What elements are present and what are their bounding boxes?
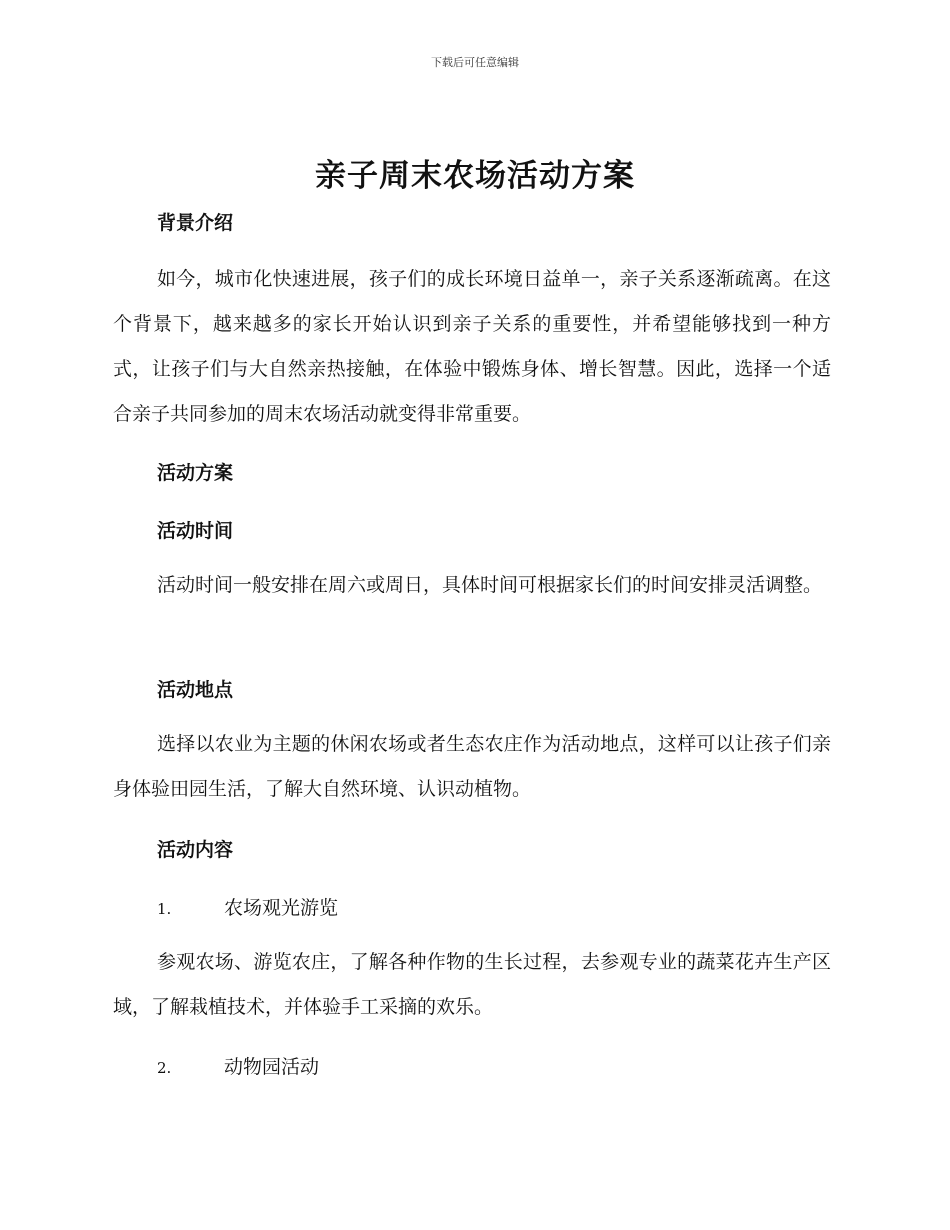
background-paragraph: 如今，城市化快速进展，孩子们的成长环境日益单一，亲子关系逐渐疏离。在这个背景下，越来越多的家长开始认识到亲子关系的重要性，并希望能够找到一种方式，让孩子们与大自然亲热接触，在体验中锻炼身体、增长智慧。因此，选择一个适合亲子共同参加的周末农场活动就变得非常重要。 (113, 268, 831, 425)
location-paragraph: 选择以农业为主题的休闲农场或者生态农庄作为活动地点，这样可以让孩子们亲身体验田园生活，了解大自然环境、认识动植物。 (113, 733, 831, 800)
page-header: 下载后可任意编辑 (431, 56, 519, 69)
time-heading: 活动时间 (157, 520, 234, 542)
list-item-farm-tour (157, 893, 338, 920)
list-item-zoo-activity (157, 1052, 319, 1079)
list-label: 动物园活动 (224, 1056, 320, 1078)
list-label: 农场观光游览 (224, 897, 339, 919)
location-heading: 活动地点 (157, 679, 234, 701)
plan-heading: 活动方案 (157, 462, 234, 484)
content-heading: 活动内容 (157, 839, 234, 861)
list-number: 2. (157, 1059, 172, 1077)
background-heading: 背景介绍 (157, 212, 234, 234)
document-title: 亲子周末农场活动方案 (315, 158, 635, 194)
farm-tour-paragraph: 参观农场、游览农庄，了解各种作物的生长过程，去参观专业的蔬菜花卉生产区域，了解栽植技术，并体验手工采摘的欢乐。 (113, 951, 831, 1018)
list-number: 1. (157, 900, 172, 918)
time-paragraph: 活动时间一般安排在周六或周日，具体时间可根据家长们的时间安排灵活调整。 (157, 574, 823, 596)
